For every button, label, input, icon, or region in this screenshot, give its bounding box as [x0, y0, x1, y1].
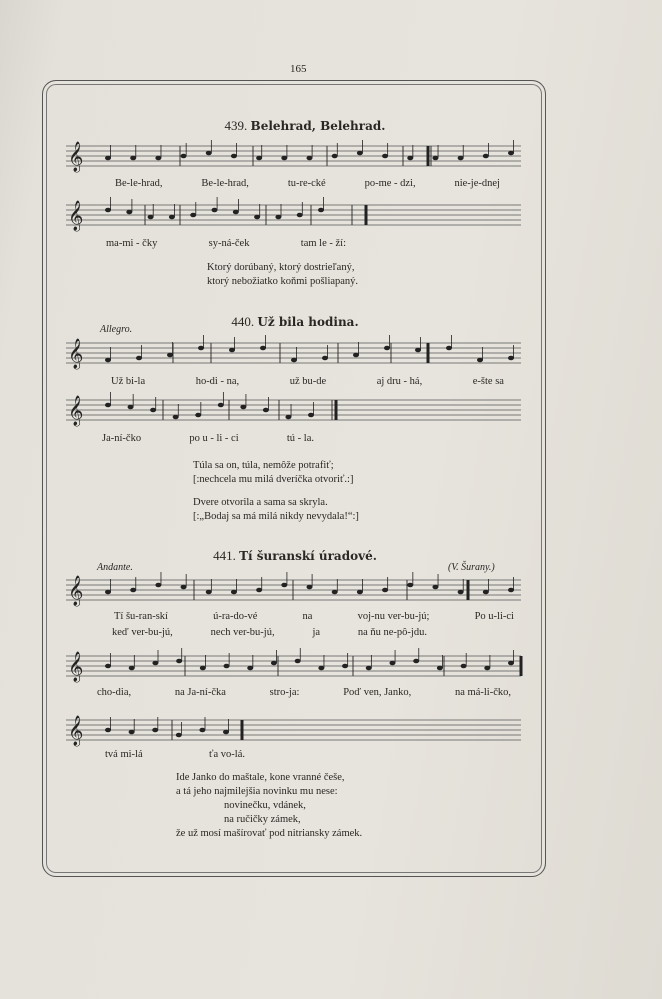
note-head	[148, 215, 154, 220]
verse-line: Dvere otvorila a sama sa skryla.	[193, 497, 328, 508]
note-head	[167, 353, 173, 358]
lyric: e-šte sa	[472, 376, 504, 387]
note-head	[260, 346, 266, 351]
note-head	[200, 666, 206, 671]
note-head	[353, 353, 359, 358]
note-head	[256, 156, 262, 161]
note-head	[150, 408, 156, 413]
note-head	[308, 413, 314, 418]
lyric: cho-dia,	[97, 687, 132, 698]
note-head	[152, 661, 158, 666]
music-staff	[66, 396, 521, 425]
lyrics-line	[111, 376, 504, 387]
note-head	[130, 156, 136, 161]
lyric: aj dru - há,	[376, 376, 423, 387]
verse-line: [:nechcela mu milá dveríčka otvoriť.:]	[193, 474, 354, 485]
lyric: po-me - dzi,	[364, 178, 416, 189]
note-head	[271, 661, 277, 666]
tempo-marking: Allegro.	[100, 324, 133, 335]
note-head	[190, 213, 196, 218]
note-head	[291, 358, 297, 363]
note-head	[281, 156, 287, 161]
lyrics-line	[112, 627, 427, 638]
page-number: 165	[290, 63, 307, 75]
music-staff	[66, 652, 521, 681]
verse	[193, 459, 353, 487]
lyric: nie-je-dnej	[454, 178, 500, 189]
note-head	[229, 348, 235, 353]
music-staff	[66, 339, 521, 368]
verse-line: a tá jeho najmilejšia novinku mu nese:	[176, 786, 338, 797]
verse-line: že už mosí mašírovať pod nitriansky zámek.	[176, 828, 363, 839]
treble-clef-icon: 𝄞	[68, 576, 84, 605]
note-head	[231, 590, 237, 595]
note-head	[407, 156, 413, 161]
lyric: Ja-ní-čko	[102, 433, 142, 444]
note-head	[275, 215, 281, 220]
note-head	[357, 151, 363, 156]
song-number: 439.	[224, 118, 248, 133]
verse-line: ktorý nebožiatko koňmi pošliapaný.	[207, 276, 359, 287]
lyric: na ňu ne-pô-jdu.	[357, 627, 427, 638]
music-staff	[66, 201, 521, 230]
note-head	[129, 666, 135, 671]
song-title: Tí šuranskí úradové.	[239, 549, 377, 563]
note-head	[256, 588, 262, 593]
note-head	[382, 154, 388, 159]
note-head	[508, 151, 514, 156]
note-head	[307, 156, 313, 161]
note-head	[332, 590, 338, 595]
lyrics-line	[105, 749, 245, 760]
note-head	[484, 666, 490, 671]
note-head	[389, 661, 395, 666]
note-head	[432, 585, 438, 590]
note-head	[415, 348, 421, 353]
note-head	[432, 156, 438, 161]
note-head	[198, 346, 204, 351]
note-head	[322, 356, 328, 361]
lyrics-line	[106, 238, 346, 249]
note-head	[195, 413, 201, 418]
note-head	[263, 408, 269, 413]
note-head	[199, 728, 205, 733]
music-staff	[66, 716, 521, 745]
note-head	[382, 588, 388, 593]
note-head	[231, 154, 237, 159]
note-head	[384, 346, 390, 351]
note-head	[128, 405, 134, 410]
note-head	[458, 590, 464, 595]
note-head	[458, 156, 464, 161]
verse-line: Ktorý dorúbaný, ktorý dostrieľaný,	[207, 262, 355, 273]
note-head	[342, 664, 348, 669]
lyrics-line	[115, 178, 500, 189]
note-head	[105, 664, 111, 669]
note-head	[413, 659, 419, 664]
note-head	[126, 210, 132, 215]
lyric: ťa vo-lá.	[209, 749, 245, 760]
note-head	[105, 403, 111, 408]
note-head	[446, 346, 452, 351]
lyrics-line	[102, 433, 314, 444]
note-head	[285, 415, 291, 420]
lyric: už bu-de	[289, 376, 327, 387]
note-head	[461, 664, 467, 669]
lyric: Po u-li-ci	[474, 611, 514, 622]
note-head	[105, 728, 111, 733]
note-head	[105, 208, 111, 213]
lyric: voj-nu ver-bu-jú;	[357, 611, 430, 622]
note-head	[155, 156, 161, 161]
note-head	[181, 154, 187, 159]
song-number: 440.	[231, 314, 255, 329]
note-head	[105, 358, 111, 363]
note-head	[152, 728, 158, 733]
note-head	[307, 585, 313, 590]
lyric: keď ver-bu-jú,	[112, 627, 173, 638]
verse-line: na ručičky zámek,	[224, 814, 301, 825]
note-head	[155, 583, 161, 588]
note-head	[206, 590, 212, 595]
note-head	[240, 405, 246, 410]
note-head	[318, 666, 324, 671]
song-origin: (V. Šurany.)	[448, 562, 495, 573]
lyric: Be-le-hrad,	[201, 178, 249, 189]
lyric: Tí šu-ran-skí	[114, 611, 168, 622]
note-head	[218, 403, 224, 408]
note-head	[483, 590, 489, 595]
note-head	[477, 358, 483, 363]
lyric: Už bi-la	[111, 376, 146, 387]
verse	[193, 496, 359, 524]
note-head	[136, 356, 142, 361]
note-head	[295, 659, 301, 664]
lyric: sy-ná-ček	[208, 238, 250, 249]
verse-line: novinečku, vdánek,	[224, 800, 306, 811]
note-head	[176, 659, 182, 664]
note-head	[212, 208, 218, 213]
lyric: tam le - ží:	[300, 238, 346, 249]
note-head	[105, 590, 111, 595]
note-head	[508, 661, 514, 666]
verse-line: Ide Janko do maštale, kone vranné češe,	[176, 772, 345, 783]
lyric: ho-di - na,	[195, 376, 240, 387]
treble-clef-icon: 𝄞	[68, 652, 84, 681]
lyrics-line	[114, 611, 514, 622]
note-head	[508, 356, 514, 361]
note-head	[176, 733, 182, 738]
note-head	[181, 585, 187, 590]
music-staff	[66, 142, 521, 171]
lyric: tvá mi-lá	[105, 749, 143, 760]
tempo-marking: Andante.	[97, 562, 133, 573]
note-head	[224, 664, 230, 669]
lyric: na Ja-ní-čka	[174, 687, 226, 698]
lyric: ja	[312, 627, 321, 638]
note-head	[130, 588, 136, 593]
note-head	[247, 666, 253, 671]
song-440-heading	[0, 314, 590, 330]
lyric: na má-li-čko,	[455, 687, 511, 698]
treble-clef-icon: 𝄞	[68, 339, 84, 368]
song-title: Už bila hodina.	[257, 315, 359, 329]
song-title: Belehrad, Belehrad.	[250, 119, 386, 133]
note-head	[318, 208, 324, 213]
note-head	[508, 588, 514, 593]
note-head	[332, 154, 338, 159]
note-head	[129, 730, 135, 735]
music-staff	[66, 576, 521, 605]
lyric: Be-le-hrad,	[115, 178, 163, 189]
lyric: ma-mi - čky	[106, 238, 158, 249]
lyric: tú - la.	[286, 433, 314, 444]
treble-clef-icon: 𝄞	[68, 142, 84, 171]
lyric: nech ver-bu-jú,	[210, 627, 275, 638]
note-head	[297, 213, 303, 218]
lyrics-line	[97, 687, 511, 698]
note-head	[223, 730, 229, 735]
note-head	[254, 215, 260, 220]
lyric: tu-re-cké	[287, 178, 326, 189]
lyric: po u - li - ci	[189, 433, 239, 444]
note-head	[407, 583, 413, 588]
treble-clef-icon: 𝄞	[68, 201, 84, 230]
note-head	[357, 590, 363, 595]
note-head	[366, 666, 372, 671]
lyric: Poď ven, Janko,	[343, 687, 412, 698]
song-441-heading	[0, 548, 590, 564]
note-head	[483, 154, 489, 159]
verse-line: Túla sa on, túla, nemôže potrafiť;	[193, 460, 334, 471]
note-head	[206, 151, 212, 156]
note-head	[105, 156, 111, 161]
song-number: 441.	[213, 548, 236, 563]
note-head	[281, 583, 287, 588]
note-head	[169, 215, 175, 220]
lyric: ú-ra-do-vé	[213, 611, 258, 622]
song-439-heading	[10, 118, 600, 134]
note-head	[173, 415, 179, 420]
verse	[176, 771, 362, 841]
lyric: stro-ja:	[269, 687, 300, 698]
lyric: na	[302, 611, 313, 622]
verse-line: [:„Bodaj sa má milá nikdy nevydala!“:]	[193, 511, 359, 522]
verse	[207, 261, 358, 289]
note-head	[233, 210, 239, 215]
treble-clef-icon: 𝄞	[68, 716, 84, 745]
treble-clef-icon: 𝄞	[68, 396, 84, 425]
note-head	[437, 666, 443, 671]
